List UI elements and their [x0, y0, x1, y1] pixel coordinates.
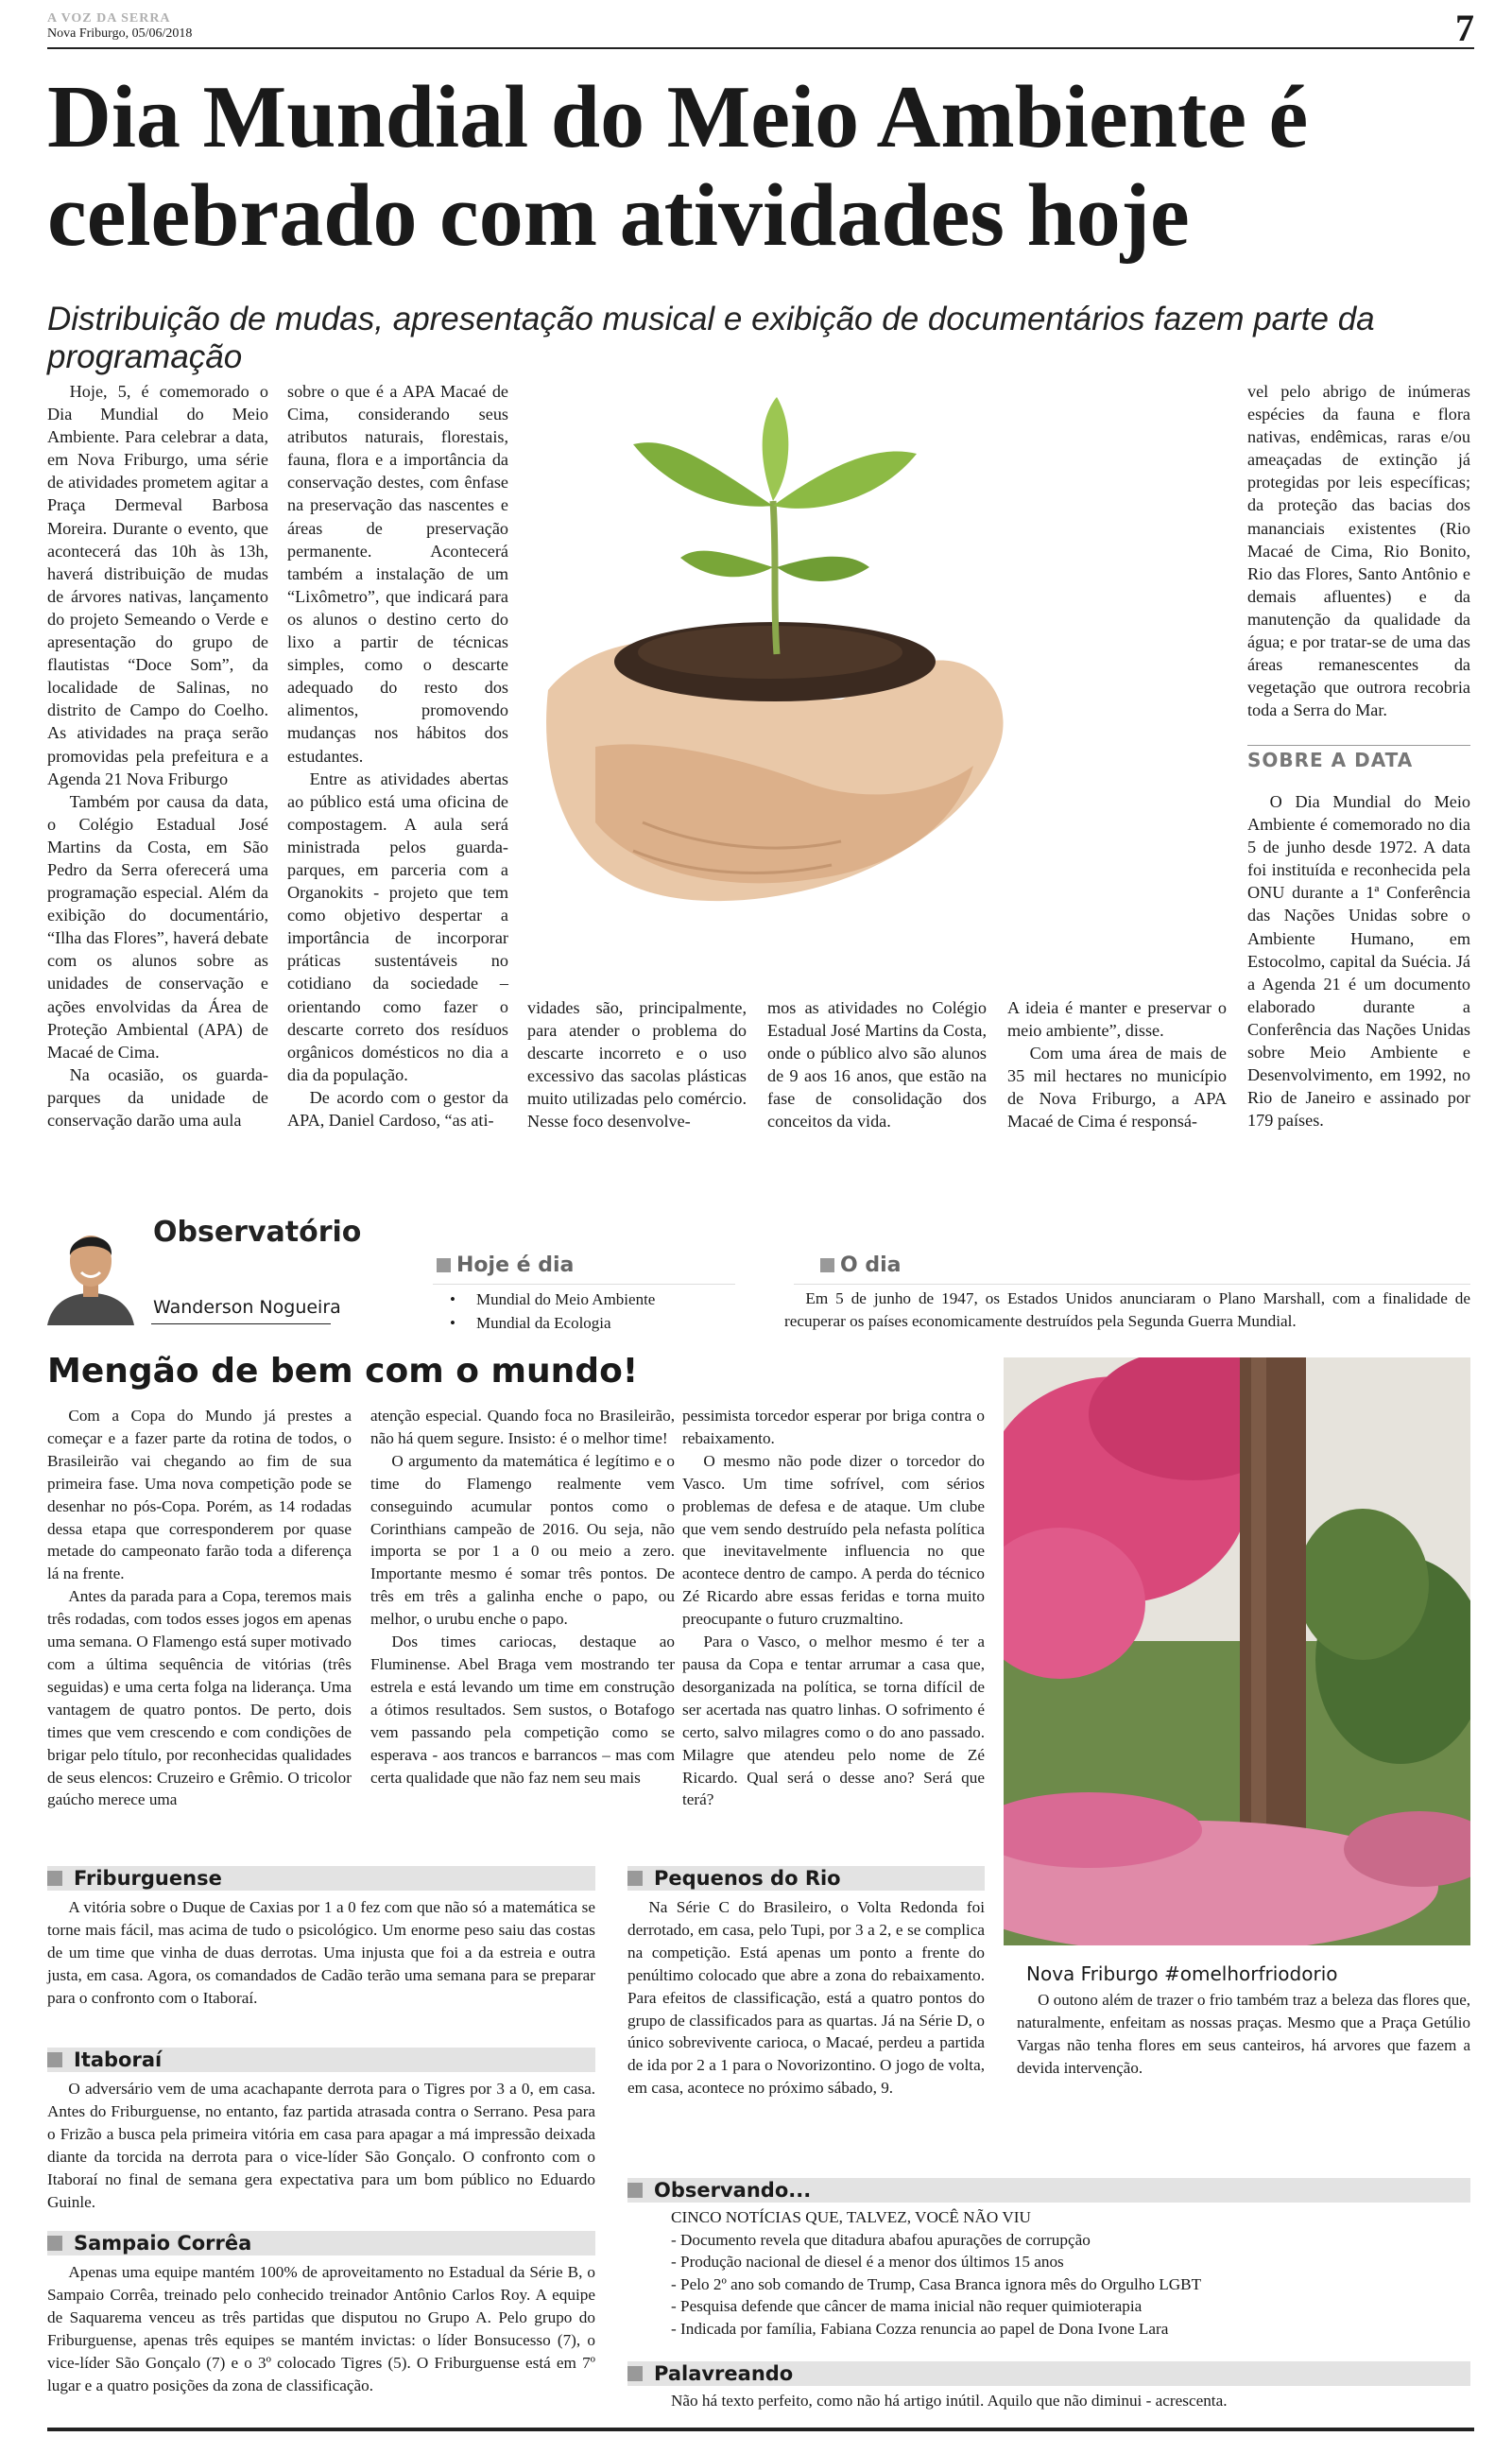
note-title: Palavreando	[627, 2361, 1470, 2386]
article-column-1	[47, 380, 268, 1132]
dateline: Nova Friburgo, 05/06/2018	[47, 26, 193, 41]
column-text-1	[47, 1405, 352, 1811]
o-dia-rule	[794, 1284, 1470, 1285]
article-paragraph: Para o Vasco, o melhor mesmo é ter a pausa da Copa e tentar arrumar a casa que, desorganizada na política, se torna difícil de ser acertada nas quatro linhas. O sofrimento é certo, salvo milagres como o do ano passado. Milagre que atendeu pelo nome de Zé Ricardo. Qual será o desse ano? Será que terá?	[682, 1633, 985, 1809]
note-friburguense	[47, 1866, 595, 2010]
list-item: - Indicada por família, Fabiana Cozza renuncia ao papel de Dona Ivone Lara	[671, 2319, 1169, 2338]
columnist-photo	[47, 1212, 134, 1325]
palavreando-text: Não há texto perfeito, como não há artigo inútil. Aquilo que não diminui - acrescenta.	[671, 2392, 1228, 2410]
article-paragraph: A ideia é manter e preservar o meio ambiente”, disse.	[1007, 998, 1227, 1041]
masthead: A VOZ DA SERRA	[47, 11, 171, 26]
article-headline: Dia Mundial do Meio Ambiente é celebrado com atividades hoje	[47, 68, 1309, 265]
note-title: Sampaio Corrêa	[47, 2231, 595, 2255]
list-item: • Mundial do Meio Ambiente	[450, 1287, 655, 1311]
author-rule	[151, 1323, 331, 1324]
article-column-4: mos as atividades no Colégio Estadual José Martins da Costa, onde o público alvo são alunos de 9 aos 16 anos, que estão na fase de consolidação dos conceitos da vida.	[767, 998, 987, 1132]
photo-caption-title: Nova Friburgo #omelhorfriodorio	[1026, 1962, 1338, 1985]
note-observando	[627, 2178, 1470, 2341]
article-paragraph: O argumento da matemática é legítimo e o time do Flamengo realmente vem conseguindo acumular pontos como o Corinthians campeão de 2016. Ou seja, não importa se por 1 a 0 ou meio a zero. Importante mesmo é somar três pontos. De três em três a galinha enche o papo, ou melhor, o urubu enche o papo.	[370, 1451, 675, 1629]
square-icon	[437, 1258, 451, 1272]
list-item: - Pelo 2º ano sob comando de Trump, Casa Branca ignora mês do Orgulho LGBT	[671, 2274, 1202, 2293]
article-column-3: vidades são, principalmente, para atender o problema do descarte incorreto e o uso excessivo das sacolas plásticas muito utilizadas pelo comércio. Nesse foco desenvolve-	[527, 998, 747, 1132]
note-pequenos	[627, 1866, 985, 2100]
list-item: - Pesquisa defende que câncer de mama inicial não requer quimioterapia	[671, 2297, 1143, 2316]
top-rule	[47, 47, 1474, 49]
sidebar-divider	[1247, 745, 1470, 746]
article-paragraph: Antes da parada para a Copa, teremos mais três rodadas, com todos esses jogos em apenas uma semana. O Flamengo está super motivado com a última sequência de vitórias (três seguidas) e uma certa folga na liderança. Uma vantagem de quatro pontos. De perto, dois times que vem crescendo e com condições de brigar pelo título, por reconhecidas qualidades de seus elencos: Cruzeiro e Grêmio. O tricolor gaúcho merece uma	[47, 1587, 352, 1809]
hoje-e-dia-title: Hoje é dia	[437, 1253, 574, 1277]
note-title: Friburguense	[47, 1866, 595, 1891]
article-paragraph: sobre o que é a APA Macaé de Cima, considerando seus atributos naturais, florestais, fauna, flora e a importância da conservação destes, com ênfase na preservação das nascentes e áreas de preservação permanente. Acontecerá também a instalação de um “Lixômetro”, que indicará para os alunos o destino certo do lixo a partir de técnicas simples, como o descarte adequado do resto dos alimentos, promovendo mudanças nos hábitos dos estudantes.	[287, 382, 508, 766]
article-column-2	[287, 380, 508, 1132]
article-paragraph: Com uma área de mais de 35 mil hectares no município de Nova Friburgo, a APA Macaé de Cima é responsá-	[1007, 1044, 1227, 1132]
article-paragraph: Entre as atividades abertas ao público está uma oficina de compostagem. A aula será ministrada pelos guarda-parques, em parceria com a Organokits - projeto que tem como objetivo despertar a importância de incorporar práticas sustentáveis no cotidiano da sociedade – orientando como fazer o descarte correto dos resíduos orgânicos domésticos no dia a dia da população.	[287, 769, 508, 1084]
o-dia-title: O dia	[820, 1253, 902, 1277]
sidebar-label: SOBRE A DATA	[1247, 749, 1414, 771]
note-text: O adversário vem de uma acachapante derrota para o Tigres por 3 a 0, em casa. Antes do Friburguense, no entanto, faz partida atrasada contra o Serrano. Pesa para o Frizão a busca pela primeira vitória em casa para apagar a má impressão deixada diante da torcida na derrota para o vice-líder São Gonçalo. O confronto com o Itaboraí no final de semana gera expectativa para um bom público no Eduardo Guinle.	[47, 2080, 595, 2211]
article-column-5	[1007, 996, 1227, 1133]
article-paragraph: O mesmo não pode dizer o torcedor do Vasco. Um time sofrível, com sérios problemas de defesa e de ataque. Um clube que vem sendo destruído pela nefasta política que inevitavelmente influencia no que acontece dentro de campo. A perda do técnico Zé Ricardo abre essas feridas e torna muito preocupante o futuro cruzmaltino.	[682, 1451, 985, 1629]
o-dia-text: Em 5 de junho de 1947, os Estados Unidos anunciaram o Plano Marshall, com a finalidade de recuperar os países economicamente destruídos pela Segunda Guerra Mundial.	[784, 1289, 1470, 1330]
note-palavreando	[627, 2361, 1470, 2412]
article-paragraph: Dos times cariocas, destaque ao Fluminense. Abel Braga vem mostrando ter estrela e está levando um time em construção a ótimos resultados. Sem sustos, o Botafogo vem passando pela competição como se esperava - aos trancos e barrancos – mas com certa qualidade que não faz nem seu mais	[370, 1633, 675, 1787]
column-author: Wanderson Nogueira	[153, 1297, 341, 1318]
column-headline: Mengão de bem com o mundo!	[47, 1352, 639, 1391]
bottom-rule	[47, 2428, 1474, 2431]
photo-caption-text: O outono além de trazer o frio também traz a beleza das flores que, naturalmente, enfeitam as nossas praças. Mesmo que a Praça Getúlio Vargas não tenha flores em seus canteiros, há arvores que fazem a devida intervenção.	[1017, 1991, 1470, 2077]
note-sampaio	[47, 2231, 595, 2396]
article-paragraph: Hoje, 5, é comemorado o Dia Mundial do Meio Ambiente. Para celebrar a data, em Nova Friburgo, uma série de atividades prometem agitar a Praça Dermeval Barbosa Moreira. Durante o evento, que acontecerá das 10h às 13h, haverá distribuição de mudas de árvores nativas, lançamento do projeto Semeando o Verde e apresentação do grupo de flautistas “Doce Som”, da localidade de Salinas, no distrito de Campo do Coelho. As atividades na praça serão promovidas pela prefeitura e a Agenda 21 Nova Friburgo	[47, 382, 268, 788]
column-text-2	[370, 1405, 675, 1789]
article-subheadline: Distribuição de mudas, apresentação musical e exibição de documentários fazem parte da programação	[47, 301, 1375, 375]
article-paragraph: Na ocasião, os guarda-parques da unidade de conservação darão uma aula	[47, 1064, 268, 1130]
list-item: - Produção nacional de diesel é a menor dos últimos 15 anos	[671, 2253, 1064, 2272]
note-title: Observando...	[627, 2178, 1470, 2203]
column-title: Observatório	[153, 1216, 362, 1249]
article-paragraph: Com a Copa do Mundo já prestes a começar e a fazer parte da rotina de todos, o Brasileirão vai chegando ao fim de sua primeira fase. Uma nova competição pode se desenhar no pós-Copa. Porém, as 14 rodadas dessa etapa que corresponderem por quase metade do campeonato farão toda a diferença lá na frente.	[47, 1407, 352, 1583]
article-paragraph: Também por causa da data, o Colégio Estadual José Martins da Costa, em São Pedro da Serra oferecerá uma programação especial. Além da exibição do documentário, “Ilha das Flores”, haverá debate com os alunos sobre as unidades de conservação e ações envolvidas da Área de Proteção Ambiental (APA) de Macaé de Cima.	[47, 791, 268, 1062]
page-number: 7	[1455, 7, 1474, 49]
list-item: • Mundial da Ecologia	[450, 1311, 655, 1335]
square-icon	[820, 1258, 834, 1272]
column-text-3	[682, 1405, 985, 1811]
note-title: Itaboraí	[47, 2048, 595, 2072]
article-paragraph: vel pelo abrigo de inúmeras espécies da fauna e flora nativas, endêmicas, raras e/ou ameaçadas de extinção já protegidas por leis específicas; da proteção das bacias dos mananciais existentes (Rio Macaé de Cima, Rio Bonito, Rio das Flores, Santo Antônio e demais afluentes) e da manutenção da qualidade da água; e por tratar-se de uma das áreas remanescentes da vegetação que outrora recobria toda a Serra do Mar.	[1247, 382, 1470, 720]
note-text: Apenas uma equipe mantém 100% de aproveitamento no Estadual da Série B, o Sampaio Corrêa, treinado pelo conhecido treinador Antônio Carlos Roy. A equipe de Saquarema venceu as três partidas que disputou no Grupo A. Pelo grupo do Friburguense, apenas três equipes se mantém invictas: o líder Bonsucesso (7), o vice-líder São Gonçalo (7) e o 3º colocado Tigres (5). O Friburguense está em 7º lugar e a quatro posições da zona de classificação.	[47, 2263, 595, 2394]
hoje-e-dia-list	[450, 1287, 655, 1335]
plant-in-hands-photo	[529, 378, 1021, 936]
article-paragraph: O Dia Mundial do Meio Ambiente é comemorado no dia 5 de junho desde 1972. A data foi instituída e reconhecida pela ONU durante a 1ª Conferência das Nações Unidas sobre o Ambiente Humano, em Estocolmo, capital da Suécia. Já a Agenda 21 é um documento elaborado durante a Conferência das Nações Unidas sobre Meio Ambiente e Desenvolvimento, em 1992, no Rio de Janeiro e assinado por 179 países.	[1247, 792, 1470, 1131]
sidebar-text	[1247, 790, 1470, 1132]
flowering-tree-photo	[1004, 1357, 1470, 1945]
note-text: A vitória sobre o Duque de Caxias por 1 a 0 fez com que não só a matemática se torne mais fácil, mas acima de tudo o psicológico. Um enorme peso saiu das costas de um time que vinha de duas derrotas. Uma injusta que foi a da estreia e outra justa, em casa. Agora, os comandados de Cadão terão uma semana para se preparar para o confronto com o Itaboraí.	[47, 1898, 595, 2007]
article-paragraph: atenção especial. Quando foca no Brasileirão, não há quem segure. Insisto: é o melhor time!	[370, 1407, 675, 1447]
article-column-6	[1247, 380, 1470, 721]
list-item: - Documento revela que ditadura abafou apurações de corrupção	[671, 2230, 1091, 2249]
note-title: Pequenos do Rio	[627, 1866, 985, 1891]
note-itaborai	[47, 2048, 595, 2213]
note-text: Na Série C do Brasileiro, o Volta Redonda foi derrotado, em casa, pelo Tupi, por 3 a 2, e se complica na competição. Está apenas um ponto a frente do penúltimo colocado que abre a zona do rebaixamento. Para efeitos de classificação, está a quatro pontos do grupo de classificados para as quartas. Já na Série D, o único sobrevivente carioca, o Macaé, perdeu a partida de ida por 2 a 1 para o Novorizontino. O jogo de volta, em casa, acontece no próximo sábado, 9.	[627, 1898, 985, 2098]
hoje-e-dia-rule	[433, 1284, 735, 1285]
observando-intro: CINCO NOTÍCIAS QUE, TALVEZ, VOCÊ NÃO VIU	[671, 2208, 1031, 2226]
article-paragraph: De acordo com o gestor da APA, Daniel Cardoso, “as ati-	[287, 1087, 508, 1130]
article-paragraph: pessimista torcedor esperar por briga contra o rebaixamento.	[682, 1407, 985, 1447]
